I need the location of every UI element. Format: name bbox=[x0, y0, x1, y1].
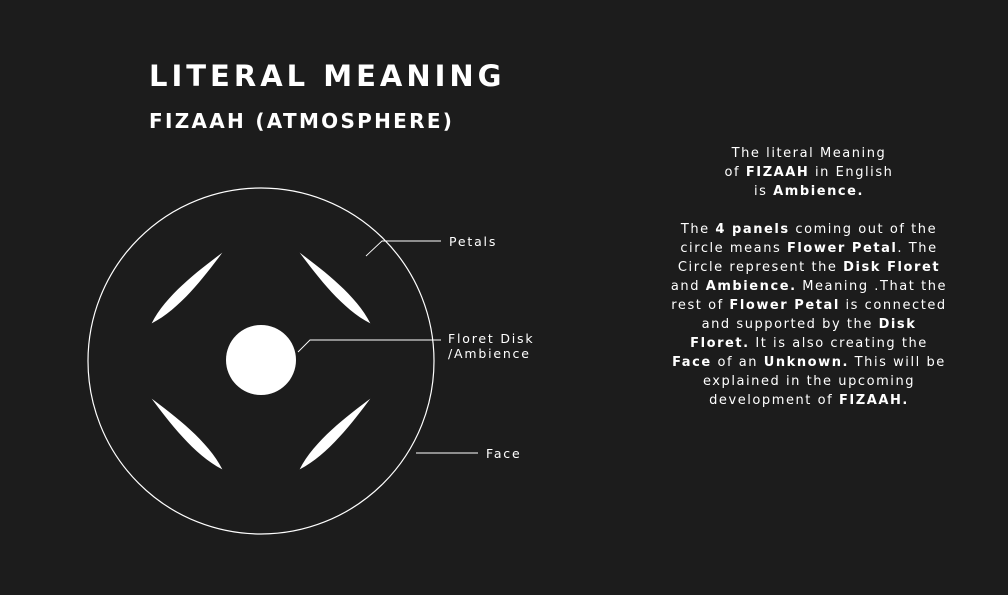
body-text: of an bbox=[711, 355, 764, 370]
body-text: in English is bbox=[753, 165, 894, 199]
body-text: and bbox=[670, 279, 706, 294]
body-text: The bbox=[680, 222, 716, 237]
petal-bottom-left bbox=[148, 395, 226, 473]
floret-disk bbox=[226, 325, 296, 395]
body-text: The literal Meaning of bbox=[724, 146, 887, 180]
body-text: Meaning .That the rest of bbox=[671, 279, 948, 313]
emphasis-text: FIZAAH bbox=[745, 165, 810, 180]
page-subtitle: FIZAAH (ATMOSPHERE) bbox=[149, 109, 455, 133]
description-paragraph-1 bbox=[670, 144, 948, 201]
body-text: is connected and supported by the bbox=[701, 298, 947, 332]
emphasis-text: 4 panels bbox=[715, 222, 790, 237]
petal-top-right bbox=[296, 249, 374, 327]
emphasis-text: FIZAAH. bbox=[838, 393, 909, 408]
body-text: . The Circle represent the bbox=[677, 241, 938, 275]
description-text bbox=[670, 144, 948, 410]
body-text: coming out of the circle means bbox=[680, 222, 938, 256]
body-text: This will be explained in the upcoming development of bbox=[702, 355, 946, 408]
emphasis-text: Flower Petal bbox=[787, 241, 898, 256]
emphasis-text: Face bbox=[672, 355, 712, 370]
face-label: Face bbox=[486, 446, 522, 461]
petal-top-left bbox=[148, 249, 226, 327]
emphasis-text: Unknown. bbox=[763, 355, 849, 370]
emphasis-text: Disk Floret. bbox=[690, 317, 917, 351]
floret-leader-line bbox=[298, 340, 441, 352]
page-title: LITERAL MEANING bbox=[149, 59, 506, 93]
body-text: It is also creating the bbox=[749, 336, 928, 351]
emphasis-text: Ambience. bbox=[773, 184, 865, 199]
petals-label: Petals bbox=[449, 234, 498, 249]
petals-leader-line bbox=[366, 241, 441, 256]
emphasis-text: Ambience. bbox=[705, 279, 797, 294]
description-paragraph-2 bbox=[670, 220, 948, 410]
floret-disk-label: Floret Disk /Ambience bbox=[448, 331, 535, 361]
emphasis-text: Flower Petal bbox=[729, 298, 840, 313]
petal-bottom-right bbox=[296, 395, 374, 473]
emphasis-text: Disk Floret bbox=[843, 260, 941, 275]
